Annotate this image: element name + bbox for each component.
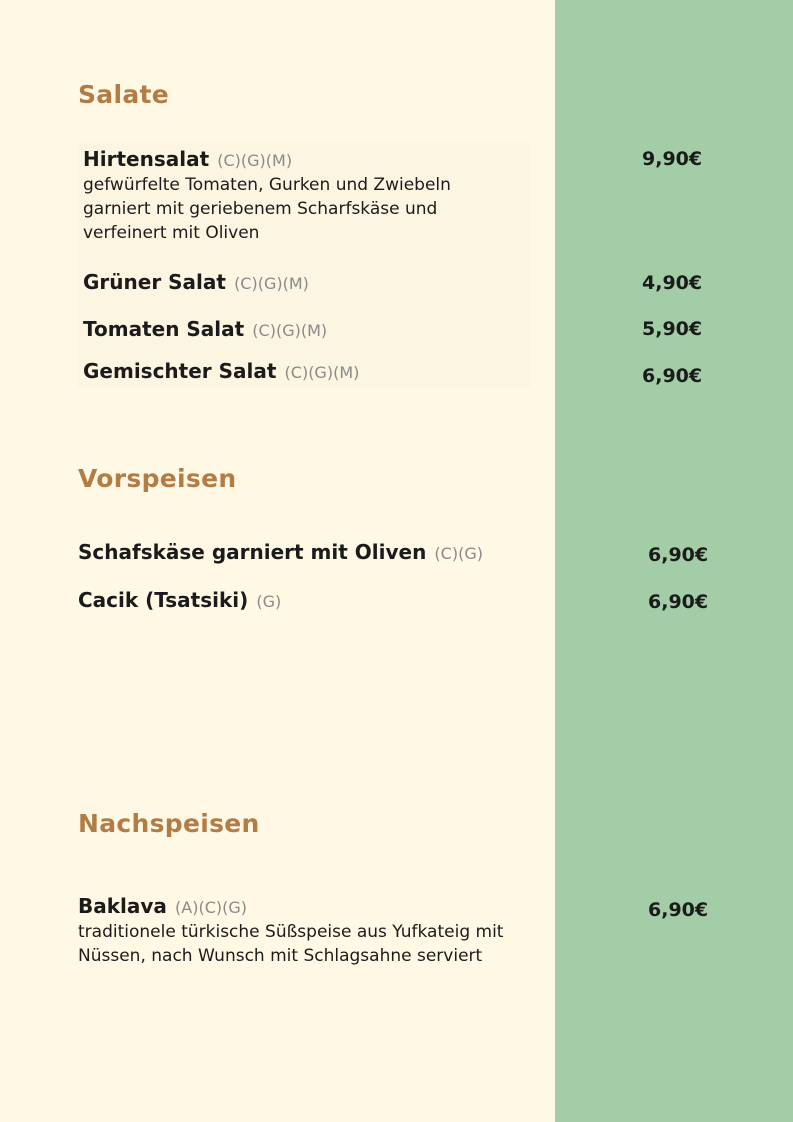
menu-item-gemischter-salat [83, 359, 553, 383]
menu-item-schafskaese [78, 540, 548, 564]
section-title-nachspeisen: Nachspeisen [78, 809, 260, 838]
price-schafskaese: 6,90€ [648, 544, 709, 566]
allergen-codes: (C)(G)(M) [234, 274, 309, 293]
item-name: Gemischter Salat [83, 359, 277, 383]
price-cacik: 6,90€ [648, 591, 709, 613]
menu-item-baklava [78, 894, 556, 968]
price-baklava: 6,90€ [648, 899, 709, 921]
allergen-codes: (C)(G)(M) [284, 363, 360, 382]
menu-item-gruener-salat [83, 270, 553, 294]
item-name: Grüner Salat [83, 270, 226, 294]
price-gruener-salat: 4,90€ [642, 272, 703, 294]
menu-item-cacik [78, 588, 548, 612]
item-description: gefwürfelte Tomaten, Gurken und Zwiebeln garniert mit geriebenem Scharfskäse und verfeinert mit Oliven [83, 175, 451, 243]
item-name: Hirtensalat [83, 147, 210, 171]
allergen-codes: (G) [256, 592, 282, 611]
item-name: Schafskäse garniert mit Oliven [78, 540, 427, 564]
section-title-salate: Salate [78, 80, 170, 109]
price-hirtensalat: 9,90€ [642, 148, 703, 170]
price-tomaten-salat: 5,90€ [642, 318, 703, 340]
menu-item-hirtensalat [83, 147, 523, 245]
item-name: Tomaten Salat [83, 317, 245, 341]
item-name: Cacik (Tsatsiki) [78, 588, 249, 612]
allergen-codes: (C)(G) [434, 544, 483, 563]
item-name: Baklava [78, 894, 167, 918]
item-description: traditionele türkische Süßspeise aus Yufkateig mit Nüssen, nach Wunsch mit Schlagsahne serviert [78, 922, 504, 966]
section-title-vorspeisen: Vorspeisen [78, 464, 237, 493]
allergen-codes: (A)(C)(G) [175, 898, 247, 917]
menu-item-tomaten-salat [83, 317, 553, 341]
price-gemischter-salat: 6,90€ [642, 365, 703, 387]
allergen-codes: (C)(G)(M) [217, 151, 293, 170]
allergen-codes: (C)(G)(M) [252, 321, 328, 340]
